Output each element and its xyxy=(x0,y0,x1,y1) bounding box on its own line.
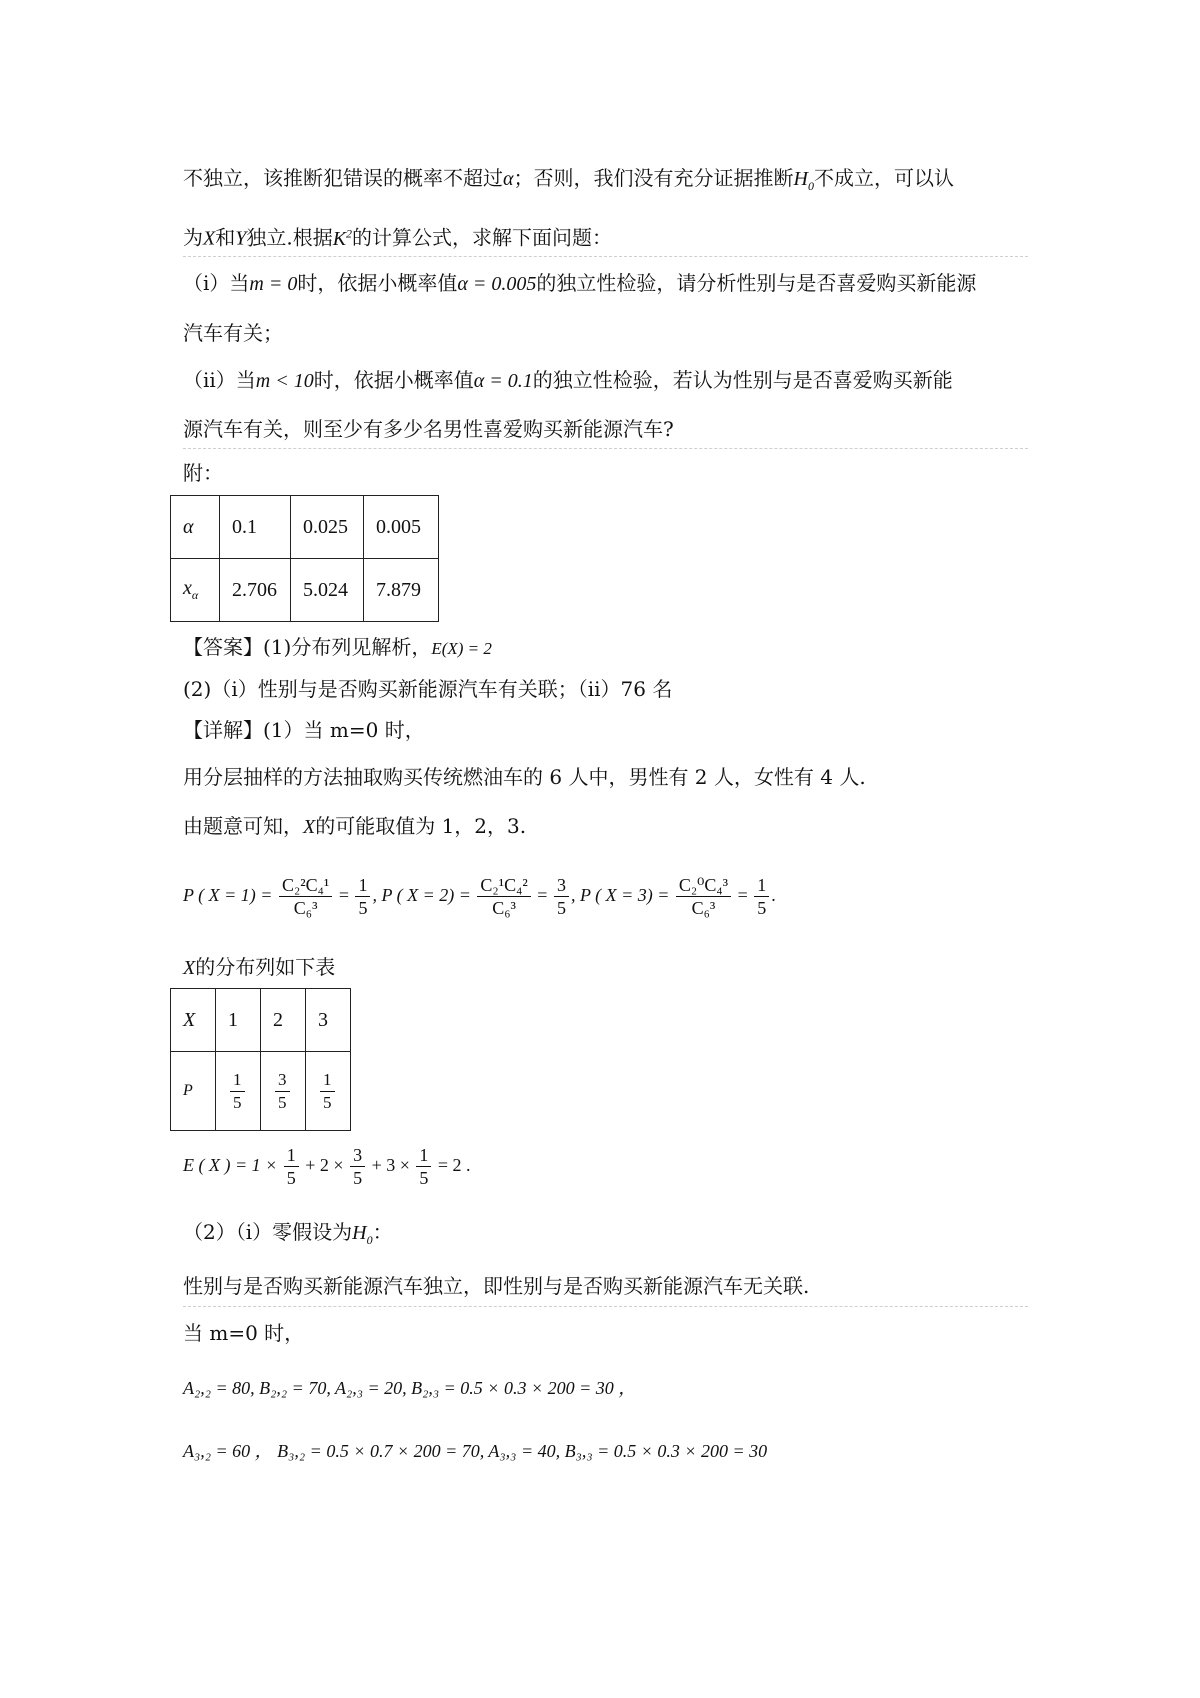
table-row xyxy=(171,496,439,559)
table-cell: 3 xyxy=(306,989,351,1052)
distribution-table xyxy=(170,988,351,1131)
text-line-5: （ii）当m < 10时，依据小概率值α = 0.1的独立性检验，若认为性别与是否喜爱购买新能 xyxy=(183,368,953,392)
expectation-formula: E ( X ) = 1 × $\frac{1}{5}$ + 2 × $\frac{3}{5}$ + 3 × $\frac{1}{5}$ = 2 . xyxy=(183,1145,471,1189)
expectation-value: E(X) = 2 xyxy=(431,639,492,658)
text-line-3: （i）当m = 0时，依据小概率值α = 0.005的独立性检验，请分析性别与是否喜爱购买新能源 xyxy=(183,271,977,295)
x-symbol: X xyxy=(203,227,216,250)
table-cell: X xyxy=(171,989,216,1052)
alpha-equals-0005: α = 0.005 xyxy=(457,273,537,295)
alpha-equals-01: α = 0.1 xyxy=(473,370,533,392)
text-segment: 不独立，该推断犯错误的概率不超过 xyxy=(183,166,503,190)
table-cell: 0.1 xyxy=(220,496,291,559)
appendix-label: 附： xyxy=(183,461,223,485)
part2-line-1: （2）（i）零假设为$H_0$： xyxy=(183,1220,393,1247)
table-cell: 1 xyxy=(216,989,261,1052)
table-cell: 2.706 xyxy=(220,559,291,622)
answer-line: 【答案】(1)分布列见解析，E(X) = 2 xyxy=(183,635,492,659)
text-line-4: 汽车有关； xyxy=(183,321,283,345)
m-less-than-10: m < 10 xyxy=(255,370,314,392)
dashed-divider xyxy=(183,256,1028,257)
fraction: $\frac{1}{5}$ xyxy=(355,874,370,919)
table-cell: 7.879 xyxy=(364,559,439,622)
h0-symbol: $H_0$ xyxy=(352,1222,373,1247)
table-cell: $x_\alpha$ xyxy=(171,559,220,622)
table-cell: 0.025 xyxy=(291,496,364,559)
text-line-6: 源汽车有关，则至少有多少名男性喜爱购买新能源汽车? xyxy=(183,417,674,441)
table-cell: $\frac{1}{5}$ xyxy=(216,1052,261,1131)
dashed-divider xyxy=(183,448,1028,449)
text-line-2: 为X和Y独立.根据$K^2$的计算公式，求解下面问题： xyxy=(183,225,613,250)
k-squared-symbol: $K^2$ xyxy=(332,226,353,250)
critical-value-table xyxy=(170,495,439,622)
table-cell: 5.024 xyxy=(291,559,364,622)
table-cell: 2 xyxy=(261,989,306,1052)
fraction: $\frac{\text{C₂¹C₄²}}{\text{C₆³}}$ xyxy=(477,874,530,919)
m0-line: 当 m=0 时， xyxy=(183,1321,305,1345)
distribution-title: X的分布列如下表 xyxy=(183,955,336,979)
text-segment: ；否则，我们没有充分证据推断 xyxy=(513,166,794,190)
part2-line-2: 性别与是否购买新能源汽车独立，即性别与是否购买新能源汽车无关联. xyxy=(183,1274,810,1298)
table-row xyxy=(171,989,351,1052)
equation-1: A₂,₂ = 80, B₂,₂ = 70, A₂,₃ = 20, B₂,₃ = 0.5 × 0.3 × 200 = 30 ， xyxy=(183,1378,637,1398)
table-cell: P xyxy=(171,1052,216,1131)
table-row xyxy=(171,1052,351,1131)
probability-formula: P ( X = 1) = $\frac{\text{C₂²C₄¹}}{\text{C₆³}}$ = $\frac{1}{5}$ , P ( X = 2) = $\frac{\text{C₂¹C₄²}}{\text{C₆³}}$ = $\frac{3}{5}$ , P ( X = 3) = $\frac{\text{C₂⁰C₄³}}{\text{C₆³}}$ = $\frac{1}{5}$ . xyxy=(183,875,776,919)
detail-line-1: 用分层抽样的方法抽取购买传统燃油车的 6 人中，男性有 2 人，女性有 4 人. xyxy=(183,765,866,789)
fraction: $\frac{3}{5}$ xyxy=(554,874,569,919)
detail-heading: 【详解】(1）当 m=0 时， xyxy=(183,718,425,742)
fraction: $\frac{\text{C₂⁰C₄³}}{\text{C₆³}}$ xyxy=(676,874,731,919)
table-cell: 0.005 xyxy=(364,496,439,559)
m-equals-zero: m = 0 xyxy=(249,273,298,295)
detail-line-2: 由题意可知，X的可能取值为 1，2，3. xyxy=(183,814,527,838)
text-line-1 xyxy=(183,163,954,201)
table-cell: $\frac{1}{5}$ xyxy=(306,1052,351,1131)
answer-line-2: (2)（i）性别与是否购买新能源汽车有关联；（ii）76 名 xyxy=(183,677,673,701)
table-cell: α xyxy=(171,496,220,559)
text-segment: 不成立，可以认 xyxy=(813,166,954,190)
dashed-divider xyxy=(183,1306,1028,1307)
equation-2: A₃,₂ = 60 ， B₃,₂ = 0.5 × 0.7 × 200 = 70, A₃,₃ = 40, B₃,₃ = 0.5 × 0.3 × 200 = 30 xyxy=(183,1441,768,1461)
y-symbol: Y xyxy=(235,227,247,250)
fraction: $\frac{1}{5}$ xyxy=(754,874,769,919)
alpha-symbol: α xyxy=(503,168,514,190)
fraction: $\frac{\text{C₂²C₄¹}}{\text{C₆³}}$ xyxy=(279,874,332,919)
table-cell: $\frac{3}{5}$ xyxy=(261,1052,306,1131)
table-row xyxy=(171,559,439,622)
h0-symbol: $H_0$ xyxy=(793,168,814,193)
